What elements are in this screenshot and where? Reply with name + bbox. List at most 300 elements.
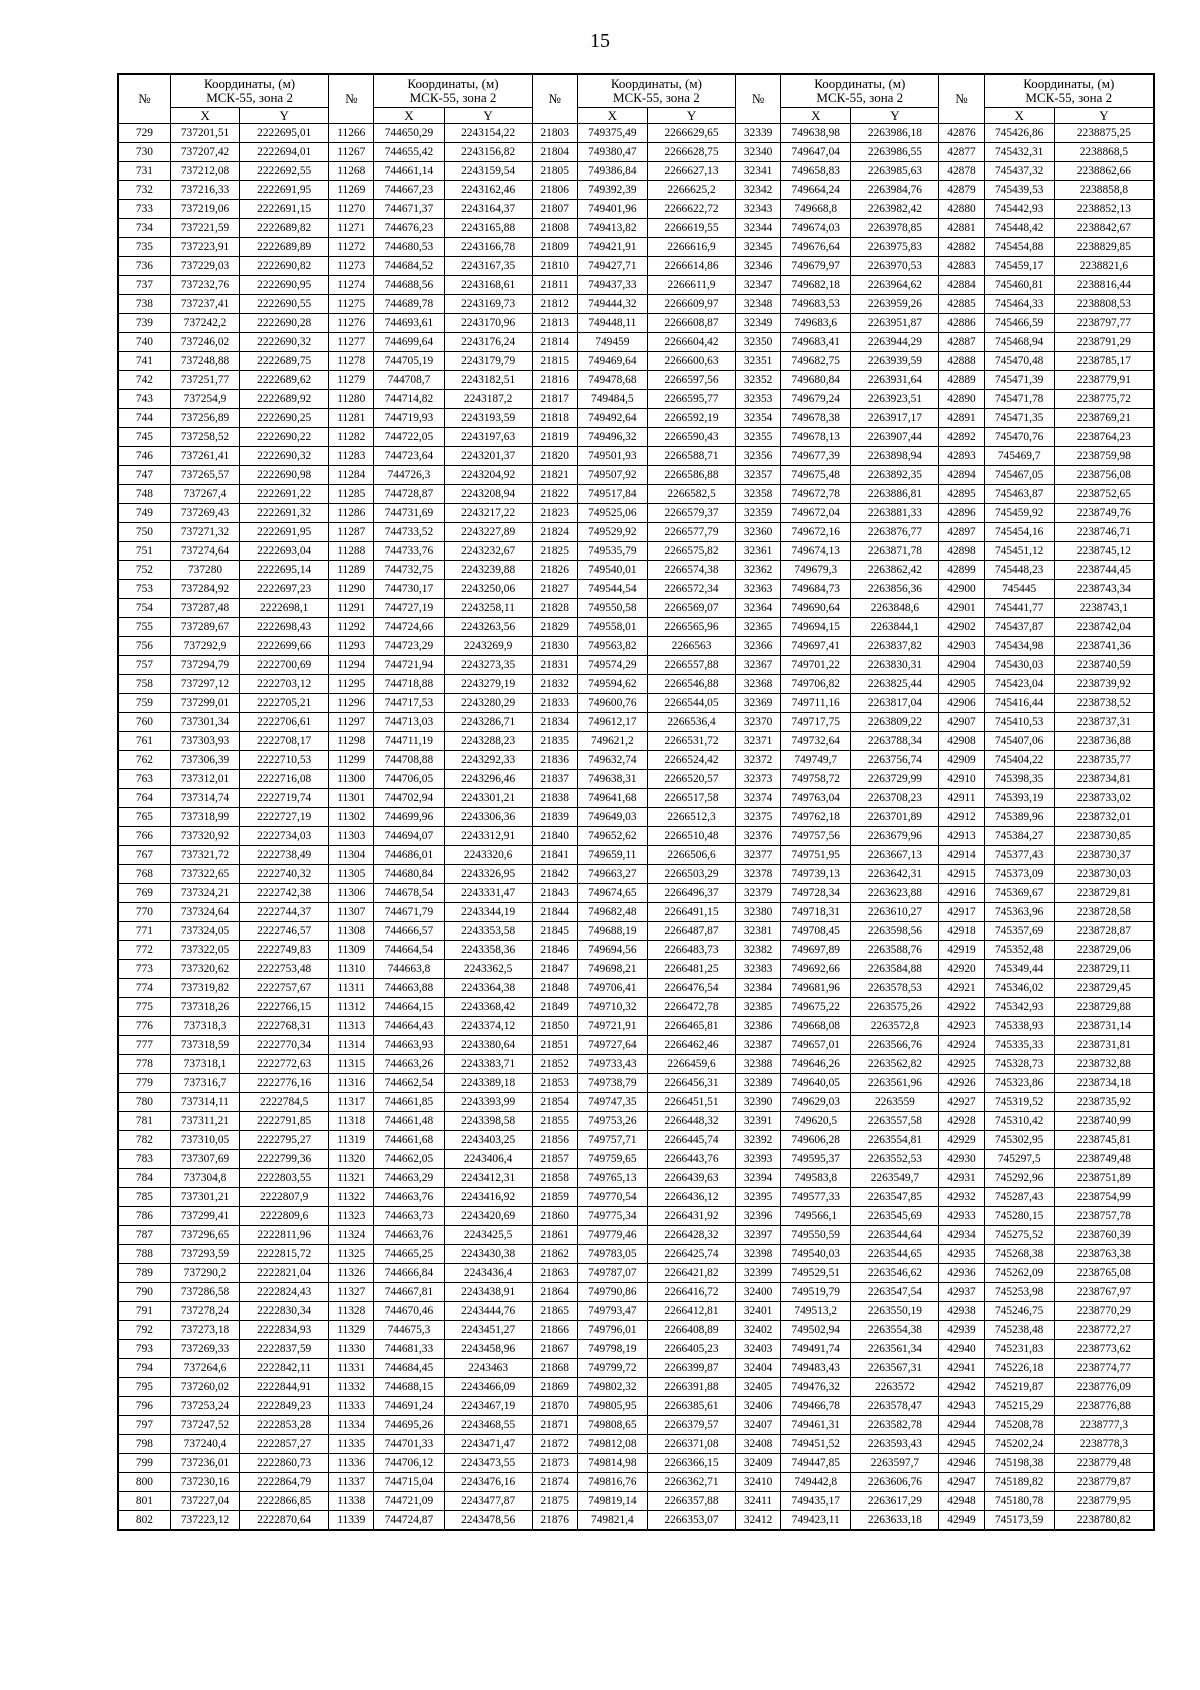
coord-x: 745369,67 <box>984 884 1054 903</box>
coord-y: 2266579,37 <box>647 504 735 523</box>
coord-y: 2222700,69 <box>240 656 329 675</box>
coord-x: 744661,85 <box>374 1093 444 1112</box>
coord-y: 2243280,29 <box>444 694 532 713</box>
table-row <box>118 257 1154 276</box>
point-number: 11325 <box>329 1245 374 1264</box>
coord-y: 2238733,02 <box>1054 789 1154 808</box>
point-number: 11284 <box>329 466 374 485</box>
point-number: 32404 <box>736 1359 781 1378</box>
point-number: 11301 <box>329 789 374 808</box>
point-number: 11315 <box>329 1055 374 1074</box>
coord-y: 2243353,58 <box>444 922 532 941</box>
coord-x: 745437,32 <box>984 162 1054 181</box>
header-coord-title: Координаты, (м) <box>610 76 702 91</box>
coord-x: 749721,91 <box>577 1017 647 1036</box>
coord-x: 745180,78 <box>984 1492 1054 1511</box>
coord-x: 749529,51 <box>781 1264 851 1283</box>
point-number: 11332 <box>329 1378 374 1397</box>
point-number: 746 <box>118 447 170 466</box>
point-number: 21821 <box>532 466 577 485</box>
coord-y: 2243168,61 <box>444 276 532 295</box>
point-number: 21859 <box>532 1188 577 1207</box>
coord-x: 737273,18 <box>170 1321 239 1340</box>
coord-y: 2243204,92 <box>444 466 532 485</box>
coord-x: 745335,33 <box>984 1036 1054 1055</box>
coord-x: 749423,11 <box>781 1511 851 1531</box>
coord-y: 2243389,18 <box>444 1074 532 1093</box>
coord-y: 2266590,43 <box>647 428 735 447</box>
coord-y: 2263964,62 <box>851 276 939 295</box>
table-row <box>118 428 1154 447</box>
point-number: 42910 <box>939 770 984 789</box>
point-number: 791 <box>118 1302 170 1321</box>
coord-y: 2238774,77 <box>1054 1359 1154 1378</box>
coord-x: 749447,85 <box>781 1454 851 1473</box>
coord-x: 749641,68 <box>577 789 647 808</box>
page-number: 15 <box>590 30 610 52</box>
point-number: 786 <box>118 1207 170 1226</box>
point-number: 11270 <box>329 200 374 219</box>
table-row <box>118 694 1154 713</box>
coord-x: 737297,12 <box>170 675 239 694</box>
header-coord-title: Координаты, (м) <box>814 76 906 91</box>
coord-x: 737221,59 <box>170 219 239 238</box>
point-number: 42906 <box>939 694 984 713</box>
coord-x: 744663,26 <box>374 1055 444 1074</box>
point-number: 42949 <box>939 1511 984 1531</box>
point-number: 32343 <box>736 200 781 219</box>
coord-y: 2222776,16 <box>240 1074 329 1093</box>
coord-y: 2263970,53 <box>851 257 939 276</box>
coord-y: 2222690,98 <box>240 466 329 485</box>
point-number: 32376 <box>736 827 781 846</box>
point-number: 42915 <box>939 865 984 884</box>
point-number: 42891 <box>939 409 984 428</box>
coord-y: 2243406,4 <box>444 1150 532 1169</box>
coord-x: 749770,54 <box>577 1188 647 1207</box>
coord-x: 737253,24 <box>170 1397 239 1416</box>
coord-y: 2263848,6 <box>851 599 939 618</box>
coord-y: 2243159,54 <box>444 162 532 181</box>
point-number: 798 <box>118 1435 170 1454</box>
coord-y: 2263975,83 <box>851 238 939 257</box>
coord-x: 737261,41 <box>170 447 239 466</box>
header-coord-title: Координаты, (м) <box>407 76 499 91</box>
point-number: 32349 <box>736 314 781 333</box>
coord-x: 749675,22 <box>781 998 851 1017</box>
coord-y: 2238778,3 <box>1054 1435 1154 1454</box>
coord-y: 2238735,77 <box>1054 751 1154 770</box>
coord-x: 749698,21 <box>577 960 647 979</box>
point-number: 11322 <box>329 1188 374 1207</box>
coord-y: 2266379,57 <box>647 1416 735 1435</box>
coord-y: 2266604,42 <box>647 333 735 352</box>
coord-y: 2243169,73 <box>444 295 532 314</box>
table-row <box>118 371 1154 390</box>
table-row <box>118 998 1154 1017</box>
point-number: 11296 <box>329 694 374 713</box>
coord-y: 2263667,13 <box>851 846 939 865</box>
coord-x: 745441,77 <box>984 599 1054 618</box>
coord-y: 2263642,31 <box>851 865 939 884</box>
point-number: 11326 <box>329 1264 374 1283</box>
point-number: 11334 <box>329 1416 374 1435</box>
point-number: 32398 <box>736 1245 781 1264</box>
coord-x: 744721,94 <box>374 656 444 675</box>
coord-y: 2238769,21 <box>1054 409 1154 428</box>
point-number: 21820 <box>532 447 577 466</box>
coord-x: 737312,01 <box>170 770 239 789</box>
coord-y: 2243380,64 <box>444 1036 532 1055</box>
coord-x: 749762,18 <box>781 808 851 827</box>
coord-y: 2238730,03 <box>1054 865 1154 884</box>
coord-y: 2263856,36 <box>851 580 939 599</box>
coord-x: 749540,03 <box>781 1245 851 1264</box>
point-number: 11331 <box>329 1359 374 1378</box>
coord-y: 2263944,29 <box>851 333 939 352</box>
coord-x: 744667,81 <box>374 1283 444 1302</box>
coord-x: 749437,33 <box>577 276 647 295</box>
coord-x: 744723,64 <box>374 447 444 466</box>
coord-y: 2238729,81 <box>1054 884 1154 903</box>
coord-x: 745275,52 <box>984 1226 1054 1245</box>
coord-x: 737207,42 <box>170 143 239 162</box>
point-number: 32369 <box>736 694 781 713</box>
coord-x: 749652,62 <box>577 827 647 846</box>
coord-y: 2266416,72 <box>647 1283 735 1302</box>
coord-y: 2222690,28 <box>240 314 329 333</box>
coord-x: 745470,48 <box>984 352 1054 371</box>
coord-x: 749612,17 <box>577 713 647 732</box>
coord-y: 2266557,88 <box>647 656 735 675</box>
point-number: 42925 <box>939 1055 984 1074</box>
point-number: 42903 <box>939 637 984 656</box>
coord-y: 2263982,42 <box>851 200 939 219</box>
coord-x: 749496,32 <box>577 428 647 447</box>
coord-y: 2263939,59 <box>851 352 939 371</box>
coord-y: 2222842,11 <box>240 1359 329 1378</box>
coord-x: 744684,45 <box>374 1359 444 1378</box>
point-number: 32350 <box>736 333 781 352</box>
table-row <box>118 1511 1154 1531</box>
header-number-1: № <box>118 74 170 124</box>
coord-x: 745469,7 <box>984 447 1054 466</box>
coord-y: 2243412,31 <box>444 1169 532 1188</box>
point-number: 32362 <box>736 561 781 580</box>
coord-y: 2222690,25 <box>240 409 329 428</box>
coord-x: 745439,53 <box>984 181 1054 200</box>
coord-y: 2243258,11 <box>444 599 532 618</box>
point-number: 11279 <box>329 371 374 390</box>
coord-x: 745448,42 <box>984 219 1054 238</box>
point-number: 42940 <box>939 1340 984 1359</box>
point-number: 32374 <box>736 789 781 808</box>
coord-y: 2266565,96 <box>647 618 735 637</box>
coord-x: 749697,41 <box>781 637 851 656</box>
point-number: 11273 <box>329 257 374 276</box>
coord-y: 2266366,15 <box>647 1454 735 1473</box>
coord-y: 2263572,8 <box>851 1017 939 1036</box>
coord-y: 2263550,19 <box>851 1302 939 1321</box>
header-coordinates-3 <box>577 74 735 108</box>
coord-x: 749451,52 <box>781 1435 851 1454</box>
coord-x: 737269,43 <box>170 504 239 523</box>
point-number: 11337 <box>329 1473 374 1492</box>
point-number: 11282 <box>329 428 374 447</box>
point-number: 748 <box>118 485 170 504</box>
coord-x: 744684,52 <box>374 257 444 276</box>
coord-x: 745349,44 <box>984 960 1054 979</box>
header-x-5: X <box>984 108 1054 124</box>
coord-x: 745302,95 <box>984 1131 1054 1150</box>
point-number: 11286 <box>329 504 374 523</box>
table-row <box>118 1093 1154 1112</box>
point-number: 42877 <box>939 143 984 162</box>
point-number: 21807 <box>532 200 577 219</box>
coord-y: 2266385,61 <box>647 1397 735 1416</box>
point-number: 32342 <box>736 181 781 200</box>
coord-x: 749483,43 <box>781 1359 851 1378</box>
coord-y: 2222693,04 <box>240 542 329 561</box>
coord-x: 749676,64 <box>781 238 851 257</box>
coord-y: 2263986,55 <box>851 143 939 162</box>
point-number: 21829 <box>532 618 577 637</box>
coord-y: 2222795,27 <box>240 1131 329 1150</box>
coord-x: 749694,56 <box>577 941 647 960</box>
coord-x: 745384,27 <box>984 827 1054 846</box>
point-number: 32377 <box>736 846 781 865</box>
point-number: 42905 <box>939 675 984 694</box>
coord-x: 749678,13 <box>781 428 851 447</box>
point-number: 42889 <box>939 371 984 390</box>
coord-y: 2238842,67 <box>1054 219 1154 238</box>
point-number: 32406 <box>736 1397 781 1416</box>
point-number: 42930 <box>939 1150 984 1169</box>
coord-x: 745328,73 <box>984 1055 1054 1074</box>
point-number: 772 <box>118 941 170 960</box>
coord-x: 749583,8 <box>781 1169 851 1188</box>
point-number: 42917 <box>939 903 984 922</box>
coord-y: 2266577,79 <box>647 523 735 542</box>
coord-y: 2222738,49 <box>240 846 329 865</box>
coord-x: 737314,74 <box>170 789 239 808</box>
point-number: 42888 <box>939 352 984 371</box>
coord-x: 744667,23 <box>374 181 444 200</box>
point-number: 750 <box>118 523 170 542</box>
table-row <box>118 865 1154 884</box>
point-number: 11319 <box>329 1131 374 1150</box>
point-number: 21812 <box>532 295 577 314</box>
coord-y: 2238785,17 <box>1054 352 1154 371</box>
coord-x: 749491,74 <box>781 1340 851 1359</box>
point-number: 764 <box>118 789 170 808</box>
coord-x: 737229,03 <box>170 257 239 276</box>
coord-y: 2263598,56 <box>851 922 939 941</box>
coord-x: 744661,68 <box>374 1131 444 1150</box>
point-number: 21871 <box>532 1416 577 1435</box>
coord-y: 2222768,31 <box>240 1017 329 1036</box>
coord-x: 737264,6 <box>170 1359 239 1378</box>
point-number: 741 <box>118 352 170 371</box>
point-number: 32393 <box>736 1150 781 1169</box>
coordinates-table-wrapper <box>117 73 1155 1531</box>
point-number: 763 <box>118 770 170 789</box>
coord-y: 2266597,56 <box>647 371 735 390</box>
point-number: 749 <box>118 504 170 523</box>
point-number: 752 <box>118 561 170 580</box>
coord-x: 745352,48 <box>984 941 1054 960</box>
coord-x: 737318,1 <box>170 1055 239 1074</box>
point-number: 21875 <box>532 1492 577 1511</box>
header-number-5: № <box>939 74 984 124</box>
coord-y: 2266371,08 <box>647 1435 735 1454</box>
point-number: 32348 <box>736 295 781 314</box>
point-number: 784 <box>118 1169 170 1188</box>
point-number: 32346 <box>736 257 781 276</box>
coord-y: 2243187,2 <box>444 390 532 409</box>
coord-y: 2238730,37 <box>1054 846 1154 865</box>
coord-y: 2263708,23 <box>851 789 939 808</box>
coord-x: 744731,69 <box>374 504 444 523</box>
table-row <box>118 238 1154 257</box>
point-number: 734 <box>118 219 170 238</box>
coord-y: 2243176,24 <box>444 333 532 352</box>
coord-y: 2263788,34 <box>851 732 939 751</box>
coord-x: 744715,04 <box>374 1473 444 1492</box>
coord-x: 749401,96 <box>577 200 647 219</box>
point-number: 11292 <box>329 618 374 637</box>
point-number: 774 <box>118 979 170 998</box>
point-number: 42911 <box>939 789 984 808</box>
coord-y: 2266600,63 <box>647 352 735 371</box>
coord-y: 2243193,59 <box>444 409 532 428</box>
coord-y: 2266619,55 <box>647 219 735 238</box>
coord-y: 2263881,33 <box>851 504 939 523</box>
point-number: 42894 <box>939 466 984 485</box>
point-number: 32378 <box>736 865 781 884</box>
coord-x: 745404,22 <box>984 751 1054 770</box>
coord-y: 2243301,21 <box>444 789 532 808</box>
coord-y: 2238751,89 <box>1054 1169 1154 1188</box>
point-number: 32375 <box>736 808 781 827</box>
coord-x: 737290,2 <box>170 1264 239 1283</box>
coord-x: 737303,93 <box>170 732 239 751</box>
coord-x: 737319,82 <box>170 979 239 998</box>
point-number: 11285 <box>329 485 374 504</box>
coord-x: 745454,88 <box>984 238 1054 257</box>
coord-x: 737254,9 <box>170 390 239 409</box>
point-number: 11268 <box>329 162 374 181</box>
coord-x: 744693,61 <box>374 314 444 333</box>
coord-x: 745445 <box>984 580 1054 599</box>
coord-x: 745319,52 <box>984 1093 1054 1112</box>
coord-x: 737246,02 <box>170 333 239 352</box>
coord-x: 749679,3 <box>781 561 851 580</box>
coord-x: 744661,14 <box>374 162 444 181</box>
coord-x: 744699,64 <box>374 333 444 352</box>
coord-y: 2222691,15 <box>240 200 329 219</box>
point-number: 11275 <box>329 295 374 314</box>
point-number: 42902 <box>939 618 984 637</box>
coord-y: 2238821,6 <box>1054 257 1154 276</box>
coord-y: 2263871,78 <box>851 542 939 561</box>
coord-x: 745393,19 <box>984 789 1054 808</box>
coord-x: 745423,04 <box>984 675 1054 694</box>
coord-x: 749672,04 <box>781 504 851 523</box>
point-number: 32340 <box>736 143 781 162</box>
coord-y: 2266572,34 <box>647 580 735 599</box>
coord-x: 749647,04 <box>781 143 851 162</box>
coord-x: 737274,64 <box>170 542 239 561</box>
coord-y: 2238741,36 <box>1054 637 1154 656</box>
coord-y: 2222689,89 <box>240 238 329 257</box>
coord-x: 744721,09 <box>374 1492 444 1511</box>
point-number: 754 <box>118 599 170 618</box>
coord-y: 2238791,29 <box>1054 333 1154 352</box>
point-number: 32352 <box>736 371 781 390</box>
point-number: 42932 <box>939 1188 984 1207</box>
point-number: 11321 <box>329 1169 374 1188</box>
coord-y: 2266563 <box>647 637 735 656</box>
coord-y: 2222691,22 <box>240 485 329 504</box>
table-row <box>118 618 1154 637</box>
point-number: 780 <box>118 1093 170 1112</box>
coord-y: 2266445,74 <box>647 1131 735 1150</box>
point-number: 21846 <box>532 941 577 960</box>
point-number: 11294 <box>329 656 374 675</box>
coord-y: 2263546,62 <box>851 1264 939 1283</box>
coord-x: 737314,11 <box>170 1093 239 1112</box>
coord-y: 2263844,1 <box>851 618 939 637</box>
coord-y: 2266496,37 <box>647 884 735 903</box>
point-number: 32410 <box>736 1473 781 1492</box>
coord-y: 2238732,88 <box>1054 1055 1154 1074</box>
coord-x: 745215,29 <box>984 1397 1054 1416</box>
table-row <box>118 1169 1154 1188</box>
point-number: 32367 <box>736 656 781 675</box>
coord-y: 2266451,51 <box>647 1093 735 1112</box>
coord-y: 2263978,85 <box>851 219 939 238</box>
header-coord-system: МСК-55, зона 2 <box>206 90 293 105</box>
coord-y: 2266481,25 <box>647 960 735 979</box>
point-number: 11267 <box>329 143 374 162</box>
coord-x: 745262,09 <box>984 1264 1054 1283</box>
coord-x: 749544,54 <box>577 580 647 599</box>
coord-y: 2263559 <box>851 1093 939 1112</box>
coord-y: 2243477,87 <box>444 1492 532 1511</box>
point-number: 11312 <box>329 998 374 1017</box>
coord-x: 749679,24 <box>781 390 851 409</box>
point-number: 32381 <box>736 922 781 941</box>
coord-y: 2222690,22 <box>240 428 329 447</box>
coord-y: 2266465,81 <box>647 1017 735 1036</box>
coord-y: 2222849,23 <box>240 1397 329 1416</box>
coord-y: 2238745,12 <box>1054 542 1154 561</box>
coord-y: 2238797,77 <box>1054 314 1154 333</box>
point-number: 42916 <box>939 884 984 903</box>
coord-y: 2222860,73 <box>240 1454 329 1473</box>
coord-x: 744686,01 <box>374 846 444 865</box>
coord-x: 749664,24 <box>781 181 851 200</box>
point-number: 32411 <box>736 1492 781 1511</box>
coord-x: 737310,05 <box>170 1131 239 1150</box>
table-row <box>118 181 1154 200</box>
coord-y: 2222784,5 <box>240 1093 329 1112</box>
coord-x: 745357,69 <box>984 922 1054 941</box>
point-number: 32394 <box>736 1169 781 1188</box>
coord-y: 2266503,29 <box>647 865 735 884</box>
coord-y: 2266408,89 <box>647 1321 735 1340</box>
